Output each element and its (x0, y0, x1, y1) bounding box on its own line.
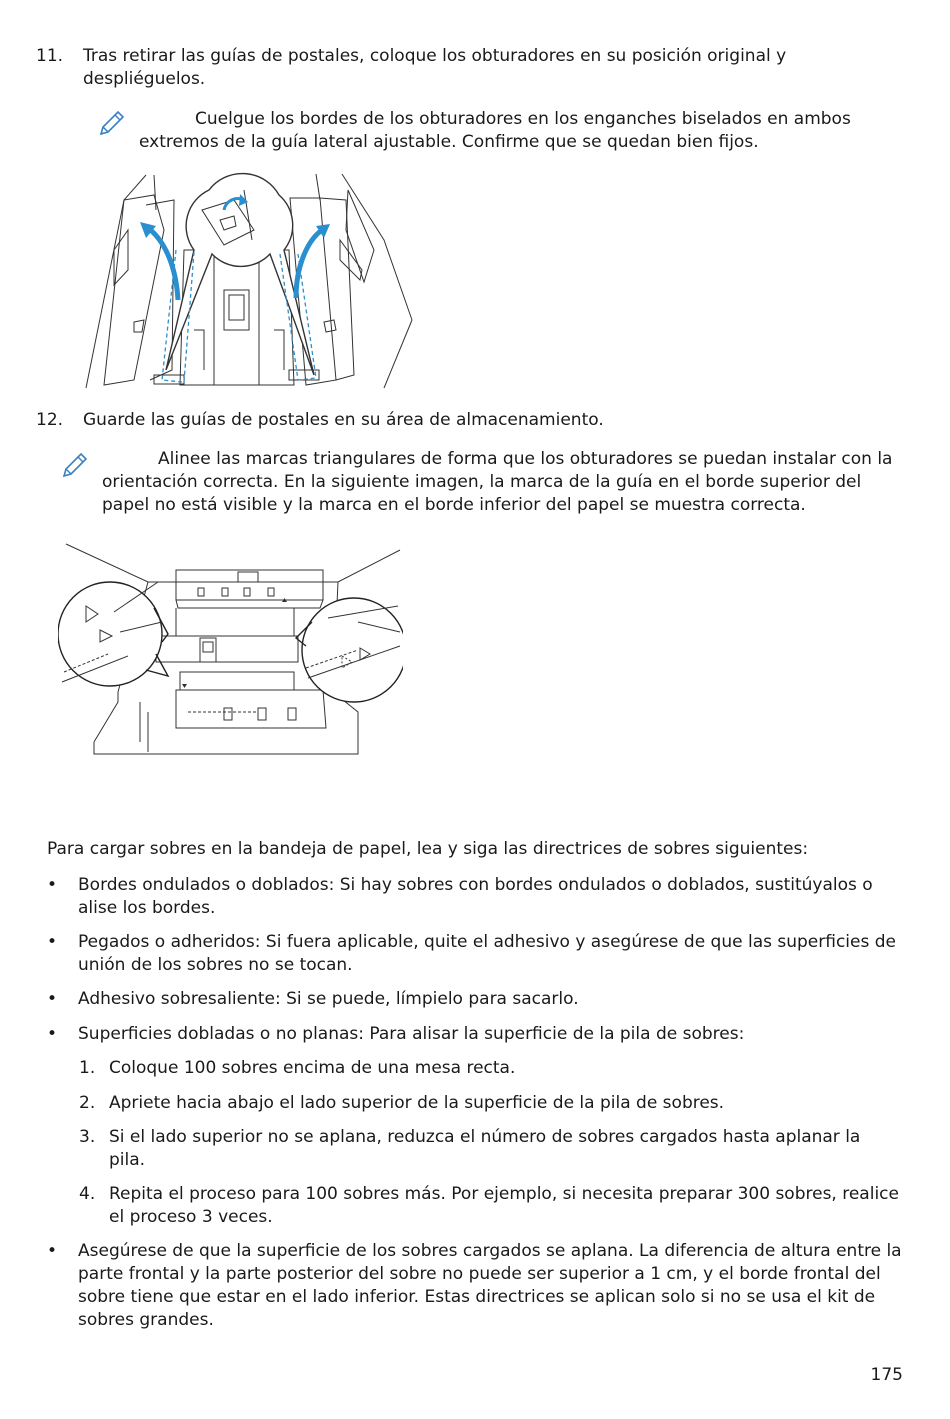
substep-4-number: 4. (79, 1184, 96, 1204)
substep-3-number: 3. (79, 1127, 96, 1147)
bullet-marker: • (47, 989, 58, 1009)
envelope-intro: Para cargar sobres en la bandeja de papel, lea y siga las directrices de sobres siguientes: (47, 839, 809, 859)
step-11-note (139, 108, 879, 154)
step-11-text: Tras retirar las guías de postales, coloque los obturadores en su posición original y despliéguelos. (83, 46, 787, 89)
bullet-marker: • (47, 1024, 58, 1044)
step-12-note-text: Alinee las marcas triangulares de forma que los obturadores se puedan instalar con la orientación correcta. En la siguiente imagen, la marca de la guía en el borde superior del papel no está visible y la marca en el borde inferior del papel se muestra correcta. (102, 449, 893, 515)
substep-1-number: 1. (79, 1058, 96, 1078)
substep-3-text: Si el lado superior no se aplana, reduzca el número de sobres cargados hasta aplanar la pila. (109, 1127, 861, 1170)
page-number: 175 (870, 1365, 903, 1385)
step-12-note (102, 448, 902, 517)
pencil-note-icon (60, 450, 90, 480)
step-11-note-text: Cuelgue los bordes de los obturadores en los enganches biselados en ambos extremos de la guía lateral ajustable. Confirme que se quedan bien fijos. (139, 109, 851, 152)
bullet-flat-surface-requirement: Asegúrese de que la superficie de los sobres cargados se aplana. La diferencia de altura entre la parte frontal y la parte posterior del sobre no puede ser superior a 1 cm, y el borde frontal del sobre tiene que estar en el lado inferior. Estas directrices se aplican solo si no se usa el kit de sobres grandes. (78, 1241, 902, 1330)
step-12-text: Guarde las guías de postales en su área de almacenamiento. (83, 410, 604, 430)
bullet-protruding-adhesive: Adhesivo sobresaliente: Si se puede, límpielo para sacarlo. (78, 989, 579, 1009)
substep-4-text: Repita el proceso para 100 sobres más. Por ejemplo, si necesita preparar 300 sobres, realice el proceso 3 veces. (109, 1184, 899, 1227)
step-12-number: 12. (36, 410, 64, 430)
triangle-mark-alignment-figure (58, 542, 403, 762)
step-11-number: 11. (36, 46, 64, 66)
bullet-marker: • (47, 932, 58, 952)
substep-1-text: Coloque 100 sobres encima de una mesa recta. (109, 1058, 516, 1078)
shutter-installation-figure (84, 170, 414, 392)
bullet-marker: • (47, 1241, 58, 1261)
bullet-marker: • (47, 875, 58, 895)
bullet-glued-envelopes: Pegados o adheridos: Si fuera aplicable, quite el adhesivo y asegúrese de que las superficies de unión de los sobres no se tocan. (78, 932, 897, 975)
bullet-non-flat-surfaces: Superficies dobladas o no planas: Para alisar la superficie de la pila de sobres: (78, 1024, 745, 1044)
substep-2-number: 2. (79, 1093, 96, 1113)
substep-2-text: Apriete hacia abajo el lado superior de la superficie de la pila de sobres. (109, 1093, 725, 1113)
bullet-wavy-edges: Bordes ondulados o doblados: Si hay sobres con bordes ondulados o doblados, sustitúyalos o alise los bordes. (78, 875, 873, 918)
pencil-note-icon (97, 108, 127, 138)
